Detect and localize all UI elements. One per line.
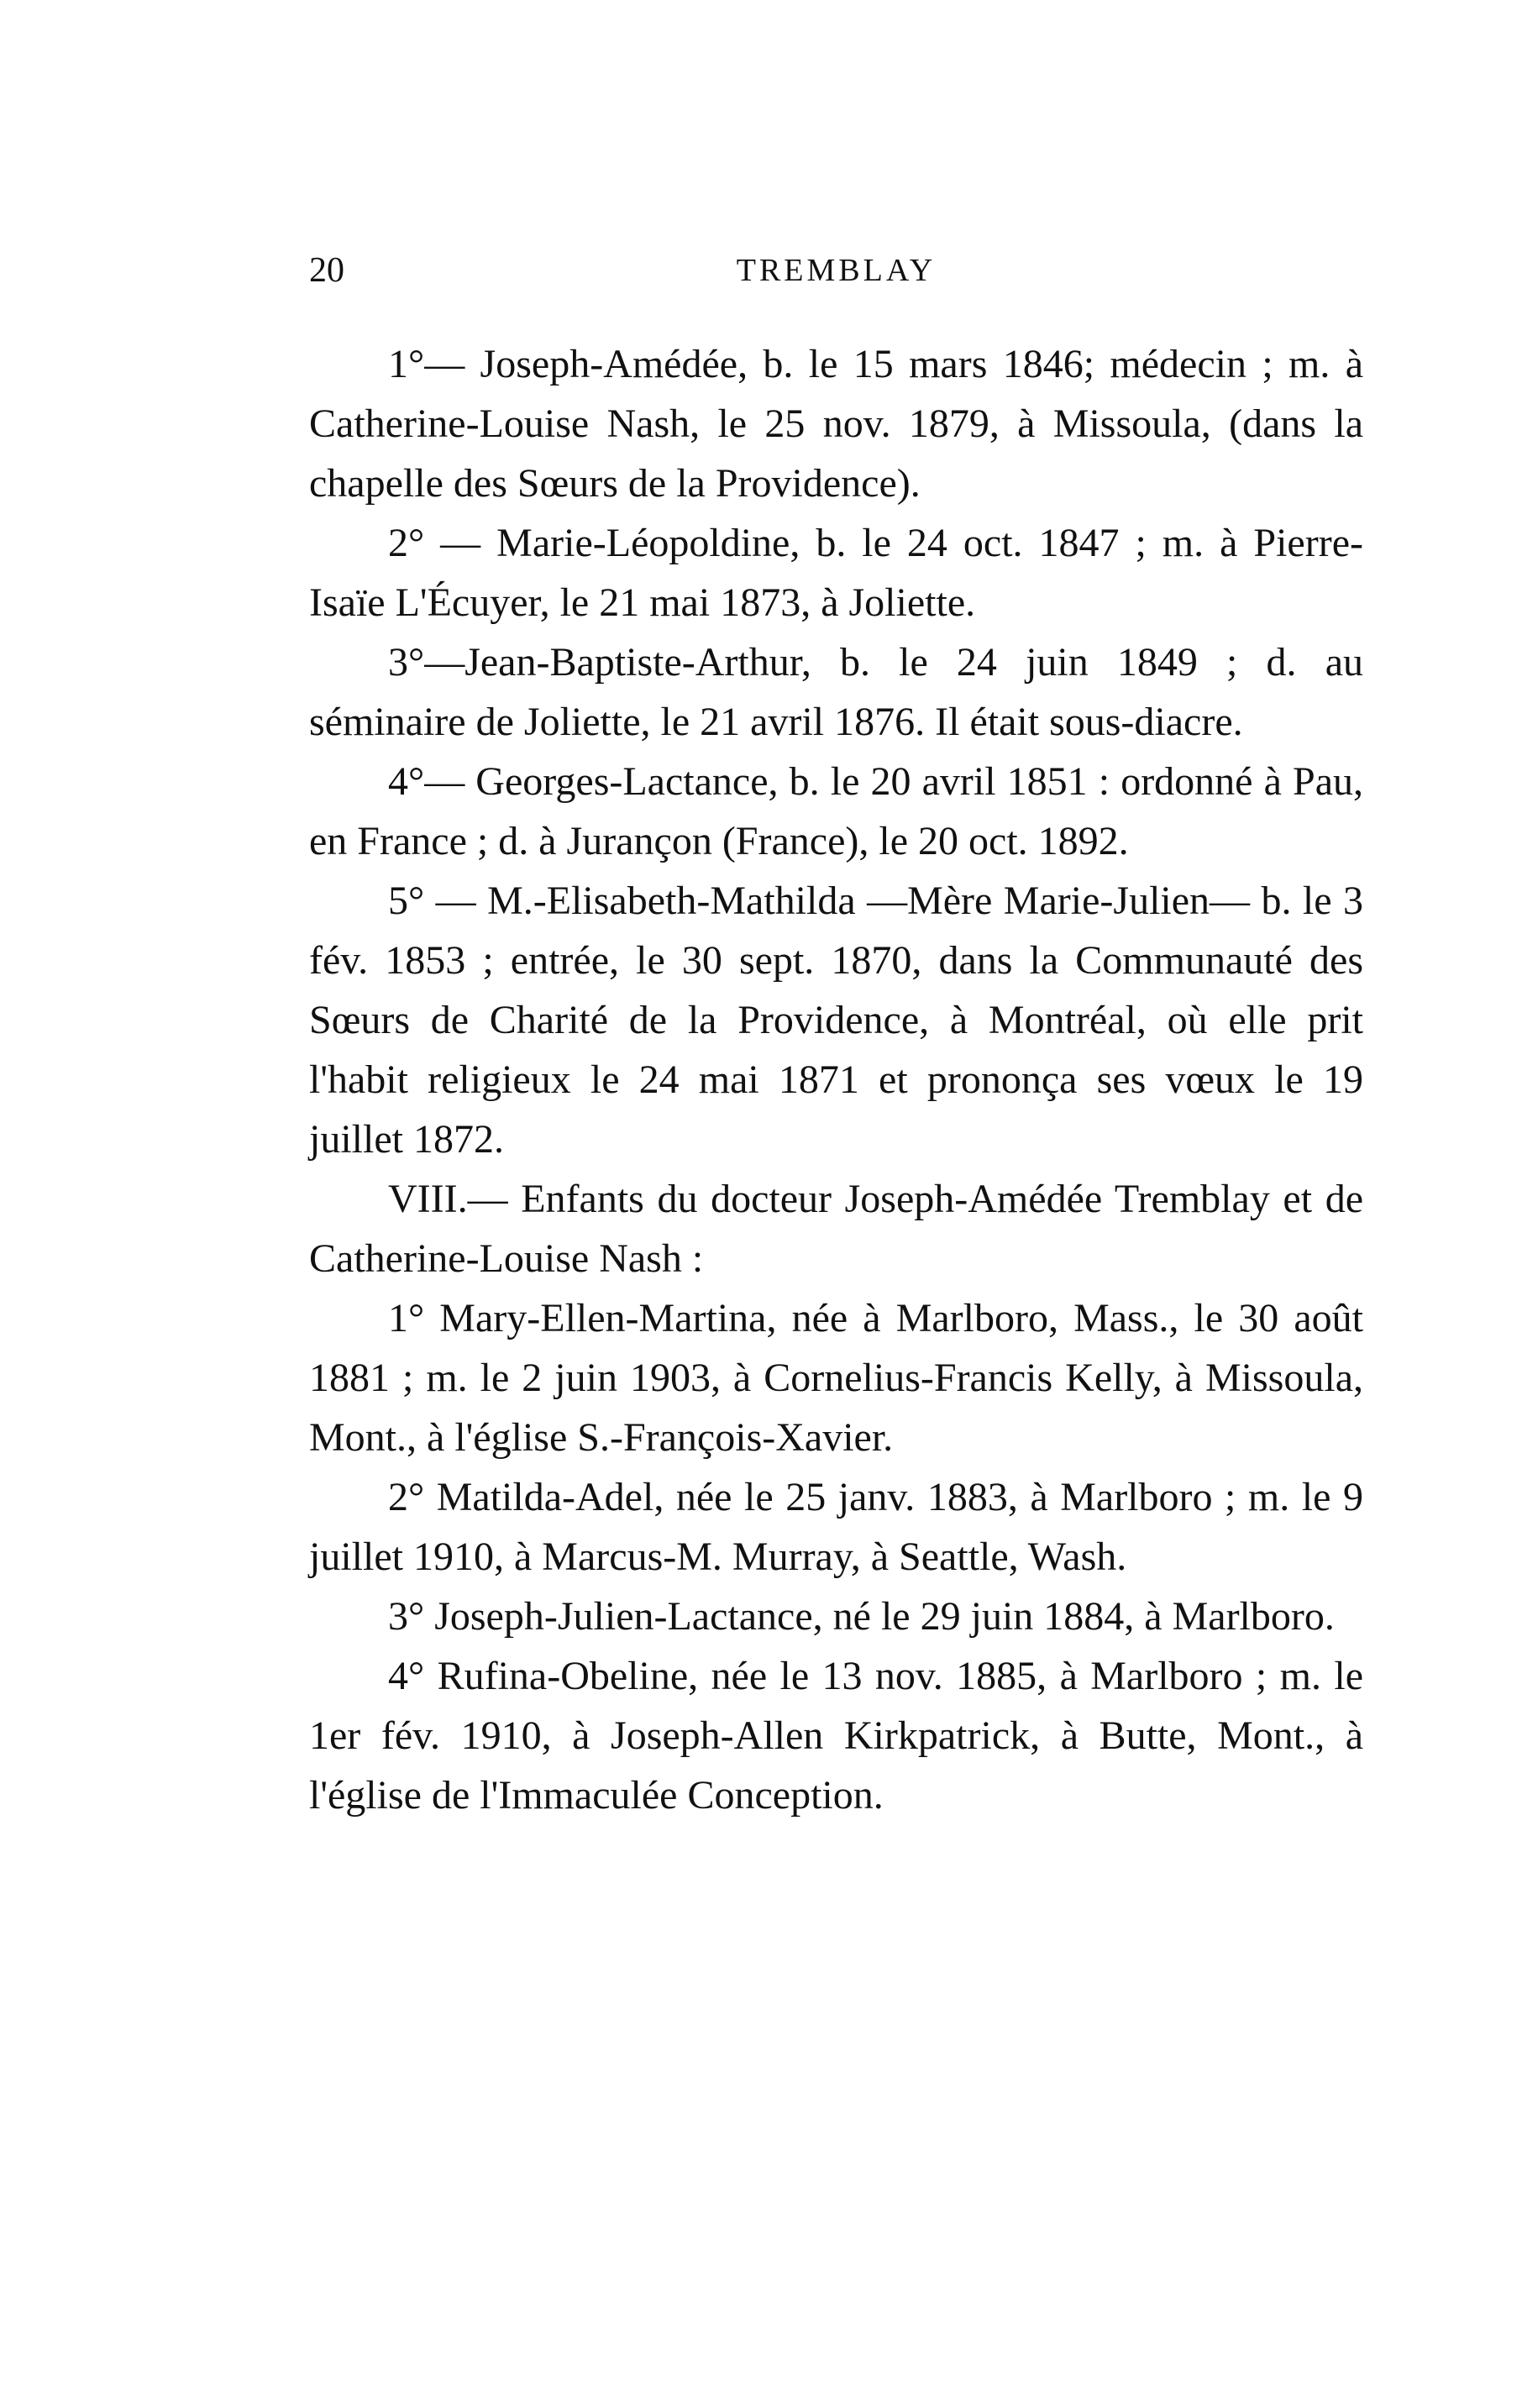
body-text [309,334,1363,1825]
running-head: TREMBLAY [736,253,937,288]
entry-child-1: 1°— Joseph-Amédée, b. le 15 mars 1846; médecin ; m. à Catherine-Louise Nash, le 25 nov. 1879, à Missoula, (dans la chapelle des Sœurs de la Providence). [309,342,1363,506]
page-header [309,245,1363,296]
entry-viii-child-3: 3° Joseph-Julien-Lactance, né le 29 juin 1884, à Marlboro. [388,1594,1335,1639]
section-heading-viii: VIII.— Enfants du docteur Joseph-Amédée Tremblay et de Catherine-Louise Nash : [309,1177,1363,1281]
entry-viii-child-2: 2° Matilda-Adel, née le 25 janv. 1883, à Marlboro ; m. le 9 juillet 1910, à Marcus-M. Murray, à Seattle, Wash. [309,1475,1363,1579]
entry-child-2: 2° — Marie-Léopoldine, b. le 24 oct. 1847 ; m. à Pierre-Isaïe L'Écuyer, le 21 mai 1873, à Joliette. [309,521,1363,625]
entry-child-4: 4°— Georges-Lactance, b. le 20 avril 1851 : ordonné à Pau, en France ; d. à Jurançon (France), le 20 oct. 1892. [309,759,1363,863]
entry-viii-child-1: 1° Mary-Ellen-Martina, née à Marlboro, Mass., le 30 août 1881 ; m. le 2 juin 1903, à Cornelius-Francis Kelly, à Missoula, Mont., à l'église S.-François-Xavier. [309,1296,1363,1460]
entry-viii-child-4: 4° Rufina-Obeline, née le 13 nov. 1885, à Marlboro ; m. le 1er fév. 1910, à Joseph-Allen Kirkpatrick, à Butte, Mont., à l'église de l'Immaculée Conception. [309,1654,1363,1818]
entry-child-5: 5° — M.-Elisabeth-Mathilda —Mère Marie-Julien— b. le 3 fév. 1853 ; entrée, le 30 sept. 1870, dans la Communauté des Sœurs de Charité de la Providence, à Montréal, où elle prit l'habit religieux le 24 mai 1871 et prononça ses vœux le 19 juillet 1872. [309,879,1363,1162]
entry-child-3: 3°—Jean-Baptiste-Arthur, b. le 24 juin 1849 ; d. au séminaire de Joliette, le 21 avril 1876. Il était sous-diacre. [309,640,1363,744]
page-number: 20 [309,251,344,290]
